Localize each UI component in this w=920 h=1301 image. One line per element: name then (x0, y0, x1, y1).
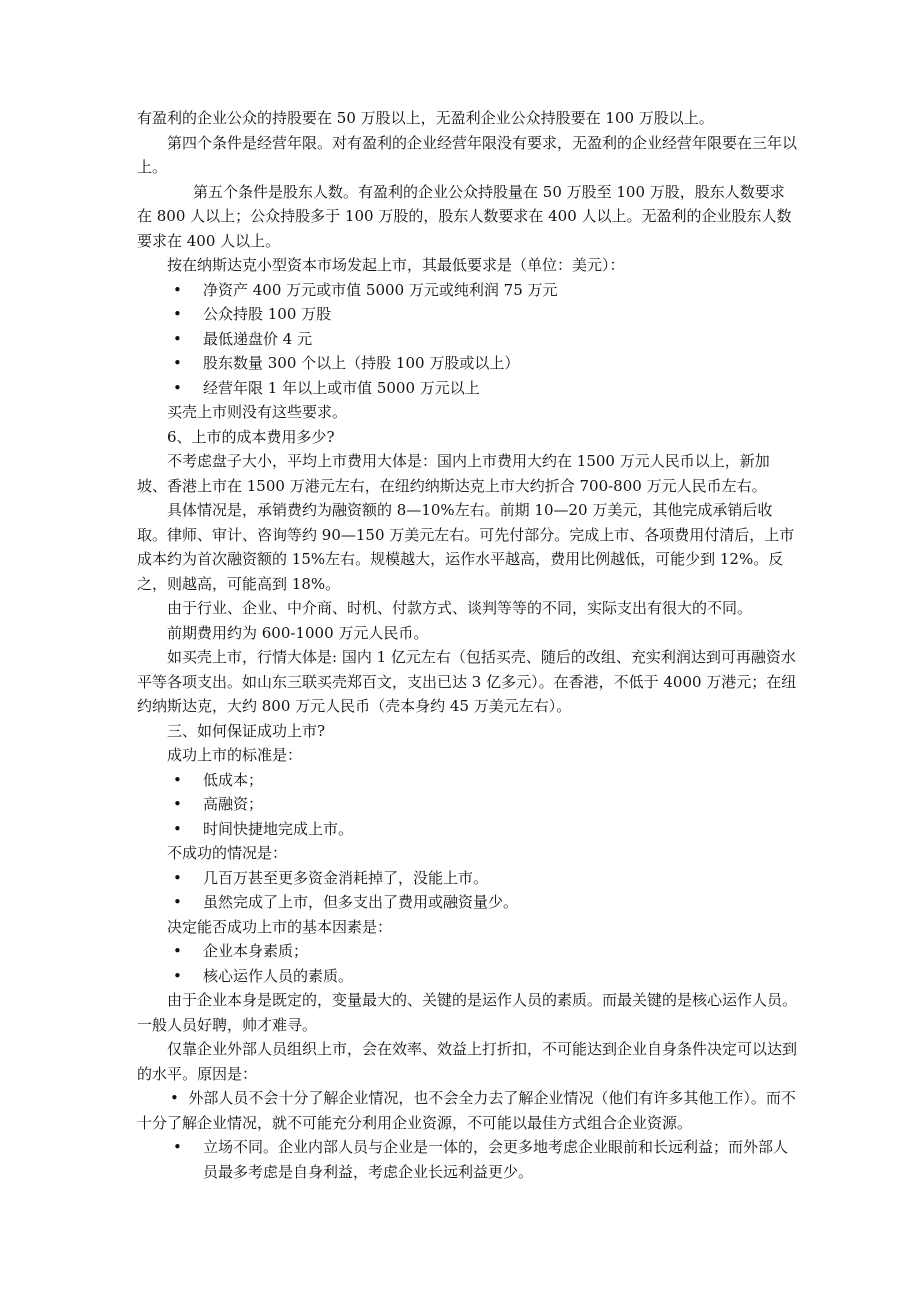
bullet-icon: • (173, 819, 182, 838)
bullet-icon: • (173, 795, 182, 813)
paragraph: 不考虑盘子大小，平均上市费用大体是：国内上市费用大约在 1500 万元人民币以上，新加坡、香港上市在 1500 万港元左右，在纽约纳斯达克上市大约折合 700-800 万元人民币左右。 (137, 452, 770, 495)
paragraph: 有盈利的企业公众的持股要在 50 万股以上，无盈利企业公众持股要在 100 万股以上。 (137, 109, 714, 127)
list-item: • 立场不同。企业内部人员与企业是一体的，会更多地考虑企业眼前和长远利益；而外部人员最多考虑是自身利益，考虑企业长远利益更少。 (137, 1135, 797, 1184)
paragraph: 由于行业、企业、中介商、时机、付款方式、谈判等等的不同，实际支出有很大的不同。 (167, 599, 753, 617)
list-item: • 公众持股 100 万股 (137, 302, 797, 327)
paragraph: 前期费用约为 600-1000 万元人民币。 (167, 623, 429, 642)
bullet-icon: • (173, 893, 182, 911)
list-item: • 时间快捷地完成上市。 (137, 817, 797, 842)
bullet-icon: • (173, 1138, 182, 1156)
bullet-icon: • (173, 280, 182, 299)
list-item: • 净资产 400 万元或市值 5000 万元或纯利润 75 万元 (137, 278, 797, 303)
document-body (137, 106, 797, 1184)
paragraph: 决定能否成功上市的基本因素是： (167, 917, 393, 936)
bullet-icon: • (173, 942, 182, 960)
paragraph: 按在纳斯达克小型资本市场发起上市，其最低要求是（单位：美元）： (167, 256, 625, 274)
list-item: • 企业本身素质； (137, 939, 797, 964)
section-heading: 6、上市的成本费用多少? (167, 427, 335, 446)
paragraph: 第五个条件是股东人数。有盈利的企业公众持股量在 50 万股至 100 万股，股东人数要求在 800 人以上；公众持股多于 100 万股的，股东人数要求在 400 人以上。无盈利的企业股东人数要求在 400 人以上。 (137, 182, 792, 250)
paragraph: 买壳上市则没有这些要求。 (167, 403, 348, 421)
paragraph: 具体情况是，承销费约为融资额的 8—10%左右。前期 10—20 万美元，其他完成承销后收取。律师、审计、咨询等约 90—150 万美元左右。可先付部分。完成上市、各项费用付清后，上市成本约为首次融资额的 15%左右。规模越大，运作水平越高，费用比例越低，可能少到 12%。反之，则越高，可能高到 18%。 (137, 501, 795, 593)
bullet-icon: • (173, 966, 182, 985)
bullet-icon: • (173, 354, 182, 372)
bullet-icon: • (173, 868, 182, 887)
list-item: • 低成本； (137, 768, 797, 793)
list-item: • 几百万甚至更多资金消耗掉了，没能上市。 (137, 866, 797, 891)
list-item: • 外部人员不会十分了解企业情况，也不会全力去了解企业情况（他们有许多其他工作）。而不十分了解企业情况，就不可能充分利用企业资源，不可能以最佳方式组合企业资源。 (137, 1089, 796, 1132)
paragraph: 不成功的情况是： (167, 844, 288, 862)
paragraph: 仅靠企业外部人员组织上市，会在效率、效益上打折扣，不可能达到企业自身条件决定可以达到的水平。原因是： (137, 1040, 798, 1083)
section-heading: 三、如何保证成功上市? (167, 721, 326, 740)
list-item: • 核心运作人员的素质。 (137, 964, 797, 989)
paragraph: 如买壳上市，行情大体是: 国内 1 亿元左右（包括买壳、随后的改组、充实利润达到可再融资水平等各项支出。如山东三联买壳郑百文，支出已达 3 亿多元）。在香港，不低于 4000 万港元；在纽约纳斯达克，大约 800 万元人民币（壳本身约 45 万美元左右）。 (137, 648, 797, 715)
bullet-icon: • (173, 770, 182, 789)
bullet-icon: • (173, 378, 182, 397)
list-item: • 高融资； (137, 792, 797, 817)
paragraph: 由于企业本身是既定的，变量最大的、关键的是运作人员的素质。而最关键的是核心运作人员。一般人员好聘，帅才难寻。 (137, 991, 798, 1034)
list-item: • 经营年限 1 年以上或市值 5000 万元以上 (137, 376, 797, 401)
list-item: • 股东数量 300 个以上（持股 100 万股或以上） (137, 351, 797, 376)
list-item: • 最低递盘价 4 元 (137, 327, 797, 352)
bullet-icon: • (173, 305, 182, 323)
paragraph: 成功上市的标准是： (167, 746, 303, 764)
bullet-icon: • (173, 329, 182, 348)
list-item: • 虽然完成了上市，但多支出了费用或融资量少。 (137, 890, 797, 915)
bullet-icon: • (170, 1089, 179, 1107)
paragraph: 第四个条件是经营年限。对有盈利的企业经营年限没有要求，无盈利的企业经营年限要在三年以上。 (137, 133, 798, 176)
